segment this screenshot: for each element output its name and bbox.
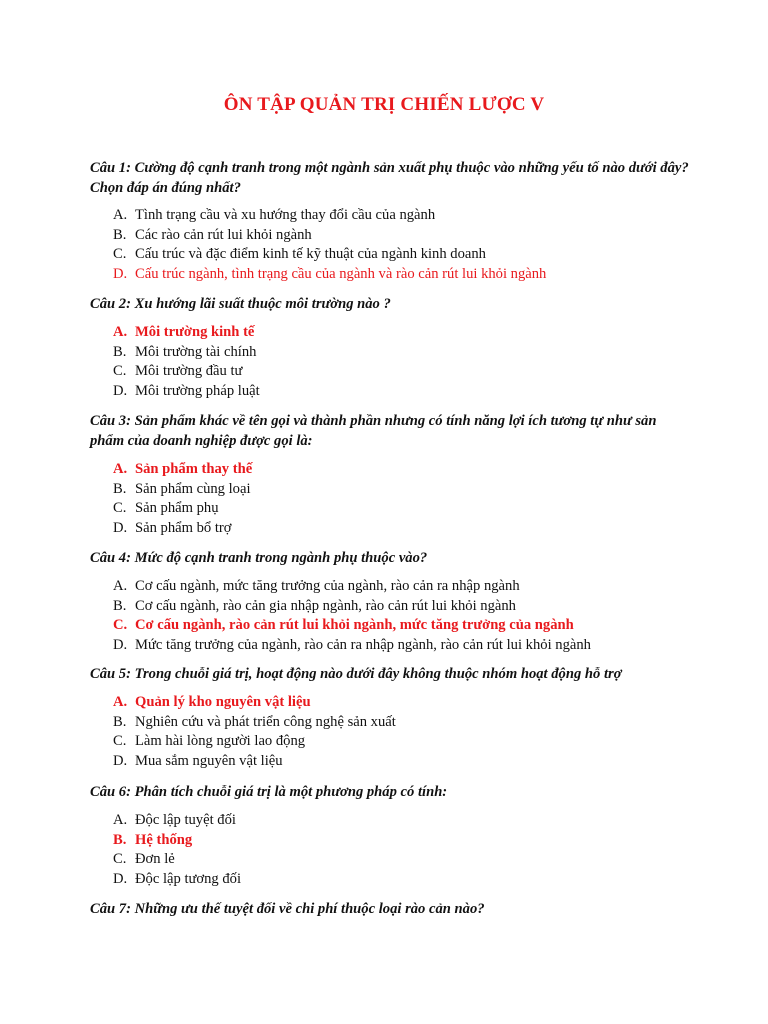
question-2-options xyxy=(113,323,713,401)
option-5b: B. Nghiên cứu và phát triển công nghệ sản xuất xyxy=(113,713,396,730)
document-title: ÔN TẬP QUẢN TRỊ CHIẾN LƯỢC V xyxy=(223,94,545,115)
option-2a-correct: A. Môi trường kinh tế xyxy=(113,324,255,340)
option-3c: C. Sản phẩm phụ xyxy=(113,500,219,516)
option-1b: B. Các rào cản rút lui khỏi ngành xyxy=(113,226,312,243)
question-4: Câu 4: Mức độ cạnh tranh trong ngành phụ thuộc vào? xyxy=(90,550,428,566)
option-5c: C. Làm hài lòng người lao động xyxy=(113,733,306,749)
option-1c: C. Cấu trúc và đặc điểm kinh tế kỹ thuật của ngành kinh doanh xyxy=(113,246,486,262)
question-3: Câu 3: Sản phẩm khác về tên gọi và thành phần nhưng có tính năng lợi ích tương tự như sản phẩm của doanh nghiệp được gọi là: xyxy=(90,413,657,449)
option-4b: B. Cơ cấu ngành, rào cản gia nhập ngành, rào cản rút lui khỏi ngành xyxy=(113,597,516,614)
option-6c: C. Đơn lẻ xyxy=(113,851,175,867)
question-5-options xyxy=(113,693,713,771)
option-5a-correct: A. Quản lý kho nguyên vật liệu xyxy=(113,694,311,710)
option-6b-correct: B. Hệ thống xyxy=(113,831,193,848)
option-1d-correct: D. Cấu trúc ngành, tình trạng cầu của ngành và rào cản rút lui khỏi ngành xyxy=(113,265,547,282)
question-6: Câu 6: Phân tích chuỗi giá trị là một phương pháp có tính: xyxy=(90,784,448,800)
question-4-options xyxy=(113,577,713,655)
question-3-options xyxy=(113,460,713,538)
option-1a: A. Tình trạng cầu và xu hướng thay đổi cầu của ngành xyxy=(113,207,436,223)
option-4d: D. Mức tăng trưởng của ngành, rào cản ra nhập ngành, rào cản rút lui khỏi ngành xyxy=(113,636,591,653)
option-3d: D. Sản phẩm bổ trợ xyxy=(113,519,232,536)
option-2c: C. Môi trường đầu tư xyxy=(113,363,243,379)
option-4a: A. Cơ cấu ngành, mức tăng trưởng của ngành, rào cản ra nhập ngành xyxy=(113,578,520,594)
question-6-options xyxy=(113,811,713,889)
question-1-options xyxy=(113,206,713,284)
question-7: Câu 7: Những ưu thế tuyệt đối về chi phí thuộc loại rào cản nào? xyxy=(90,901,485,917)
option-4c-correct: C. Cơ cấu ngành, rào cản rút lui khỏi ngành, mức tăng trưởng của ngành xyxy=(113,617,574,633)
option-3a-correct: A. Sản phẩm thay thế xyxy=(113,461,253,477)
option-5d: D. Mua sắm nguyên vật liệu xyxy=(113,752,283,769)
option-3b: B. Sản phẩm cùng loại xyxy=(113,480,251,497)
question-5: Câu 5: Trong chuỗi giá trị, hoạt động nào dưới đây không thuộc nhóm hoạt động hỗ trợ xyxy=(90,666,622,682)
option-2d: D. Môi trường pháp luật xyxy=(113,382,260,399)
question-2: Câu 2: Xu hướng lãi suất thuộc môi trường nào ? xyxy=(90,296,391,312)
option-6d: D. Độc lập tương đối xyxy=(113,870,242,887)
option-2b: B. Môi trường tài chính xyxy=(113,343,257,360)
question-1: Câu 1: Cường độ cạnh tranh trong một ngành sản xuất phụ thuộc vào những yếu tố nào dưới đây? Chọn đáp án đúng nhất? xyxy=(90,160,689,196)
option-6a: A. Độc lập tuyệt đối xyxy=(113,812,236,828)
